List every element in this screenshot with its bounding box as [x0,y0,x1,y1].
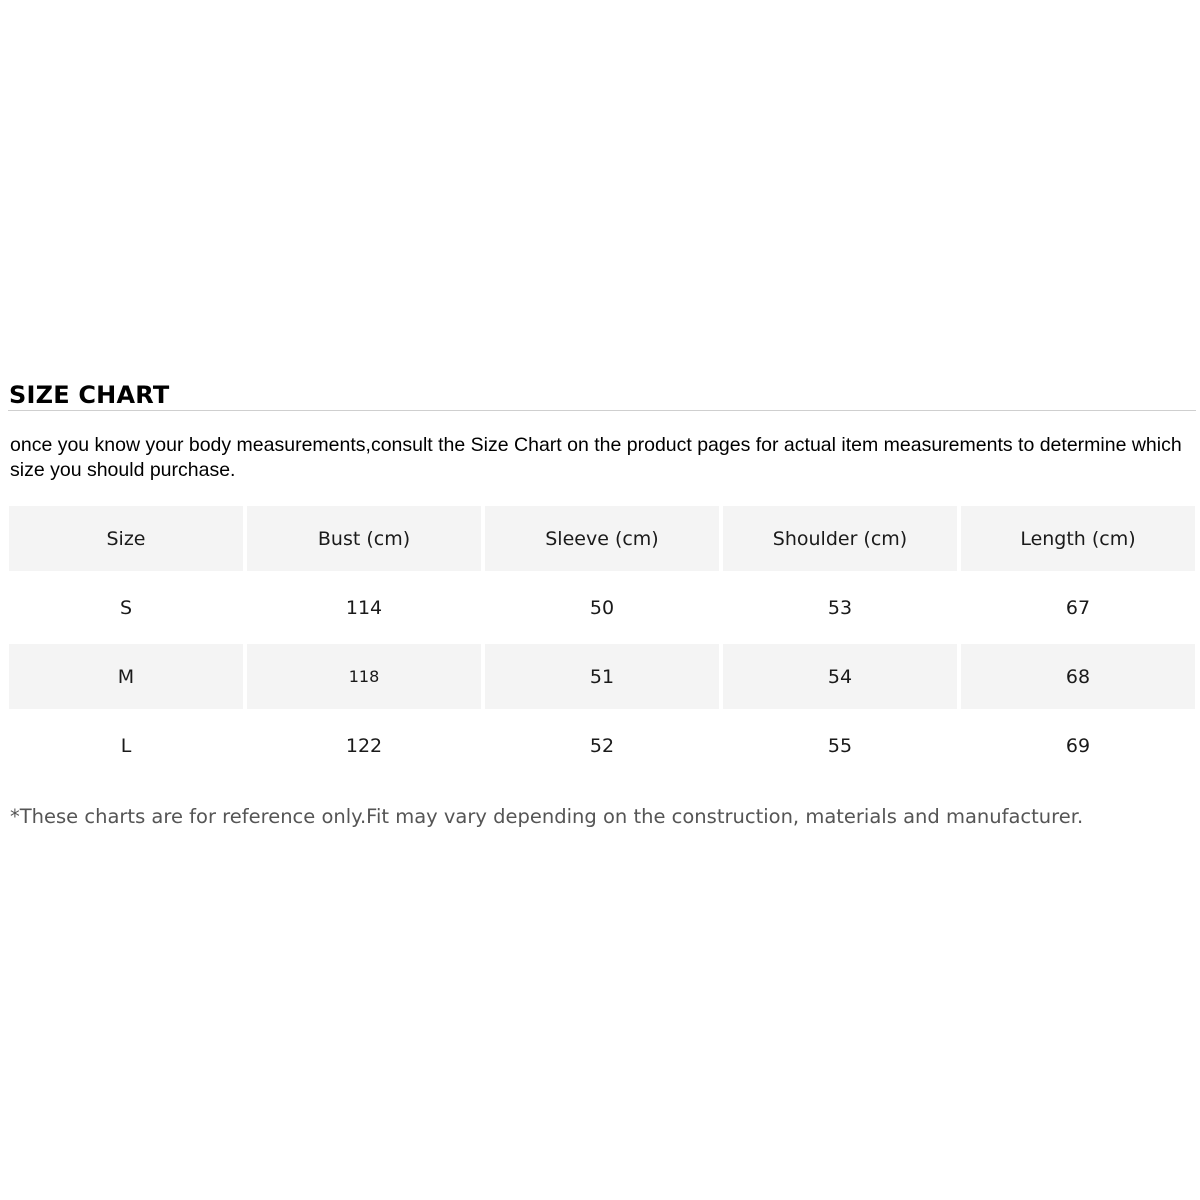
cell-length: 69 [961,713,1195,778]
table-header-row [9,506,1195,571]
cell-bust: 118 [247,644,481,709]
table-row [9,713,1195,778]
cell-shoulder: 54 [723,644,957,709]
header-bust: Bust (cm) [247,506,481,571]
footnote-text: *These charts are for reference only.Fit may vary depending on the construction, materials and manufacturer. [10,805,1084,828]
cell-sleeve: 50 [485,575,719,640]
cell-length: 68 [961,644,1195,709]
header-sleeve: Sleeve (cm) [485,506,719,571]
cell-shoulder: 55 [723,713,957,778]
cell-shoulder: 53 [723,575,957,640]
cell-size: S [9,575,243,640]
header-shoulder: Shoulder (cm) [723,506,957,571]
header-size: Size [9,506,243,571]
cell-sleeve: 52 [485,713,719,778]
cell-length: 67 [961,575,1195,640]
cell-size: M [9,644,243,709]
cell-sleeve: 51 [485,644,719,709]
page-title: SIZE CHART [9,381,170,409]
table-row [9,644,1195,709]
intro-text: once you know your body measurements,consult the Size Chart on the product pages for actual item measurements to determine which size you should purchase. [10,434,1182,481]
cell-bust: 122 [247,713,481,778]
header-length: Length (cm) [961,506,1195,571]
cell-size: L [9,713,243,778]
table-row [9,575,1195,640]
cell-bust: 114 [247,575,481,640]
size-chart-table [9,506,1195,782]
title-divider [8,410,1196,411]
